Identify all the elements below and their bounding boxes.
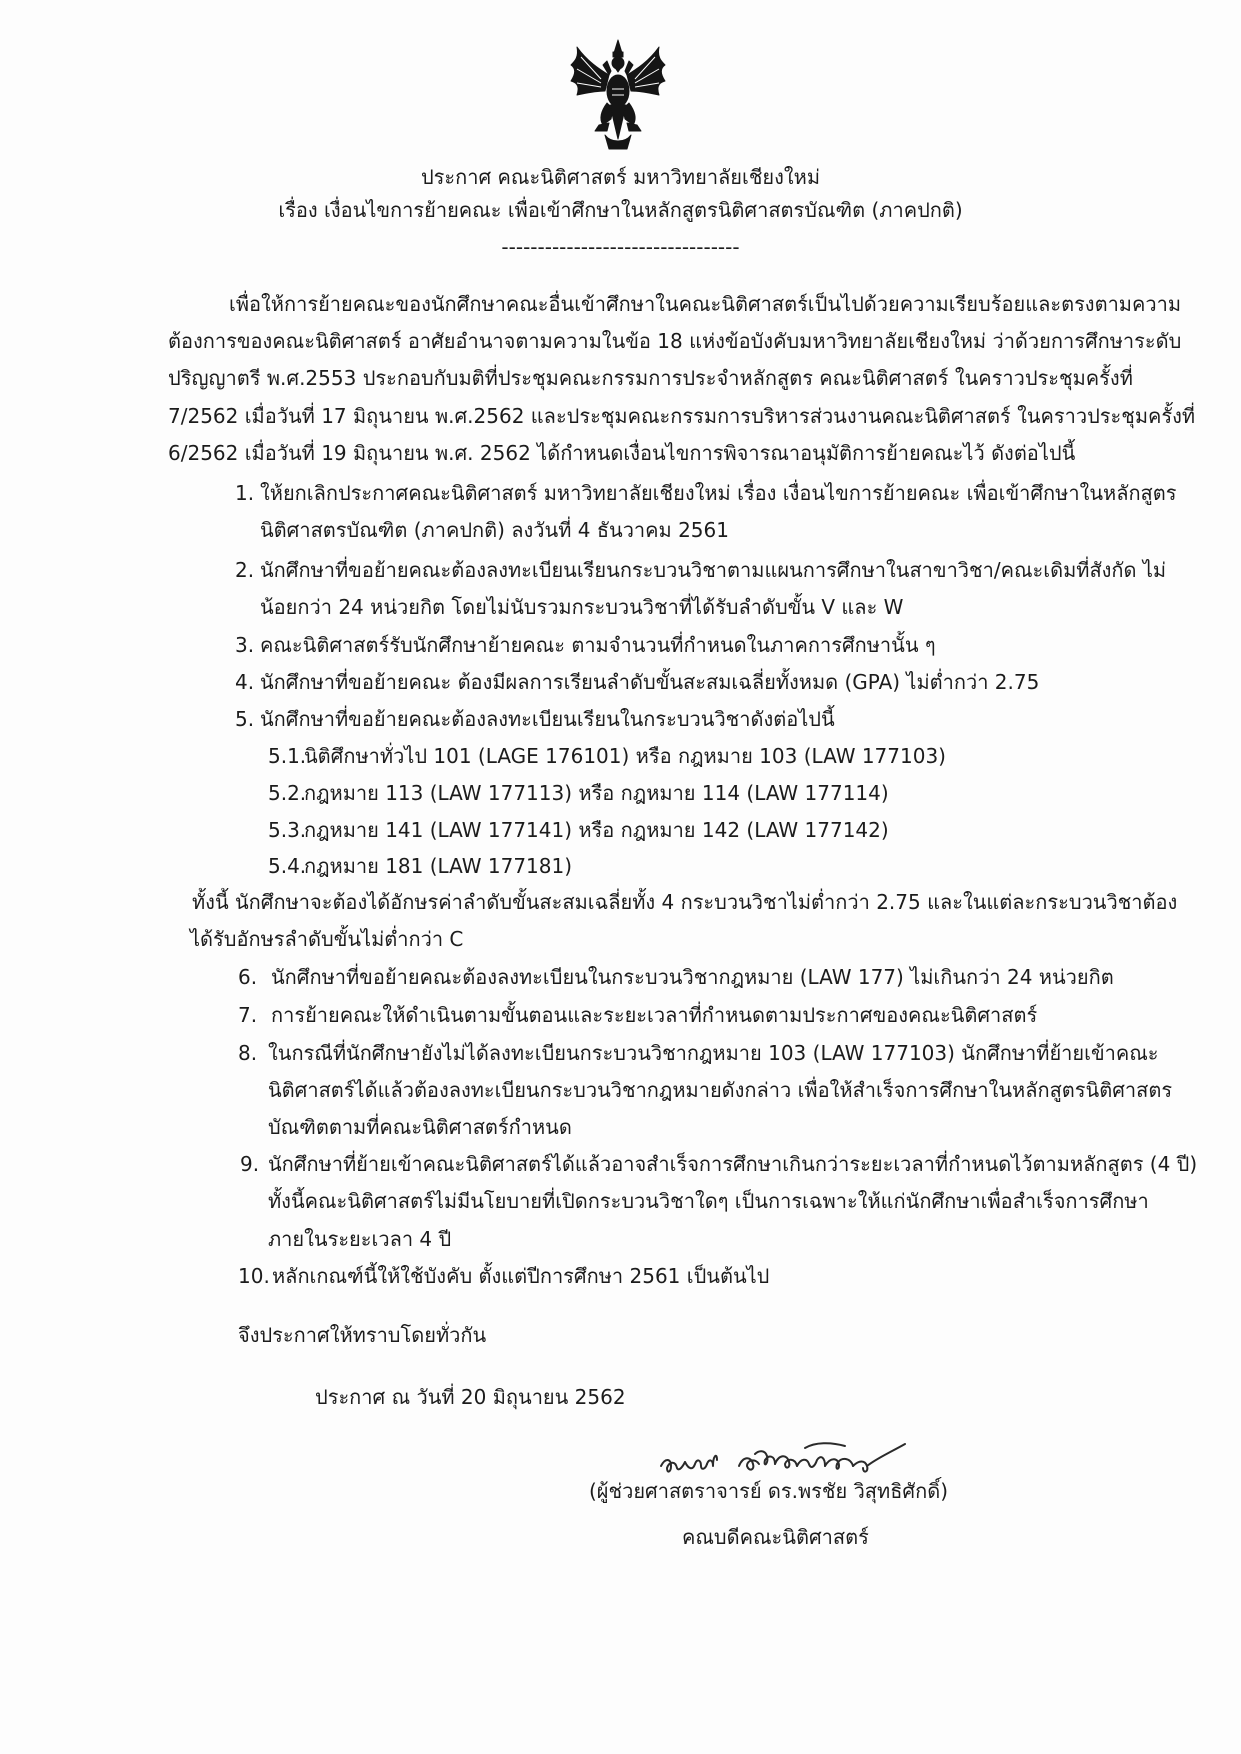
preamble-line: 6/2562 เมื่อวันที่ 19 มิถุนายน พ.ศ. 2562 ได้กำหนดเงื่อนไขการพิจารณาอนุมัติการย้ายคณะไว้ ดังต่อไปนี้ [168, 441, 1076, 465]
preamble-line: เพื่อให้การย้ายคณะของนักศึกษาคณะอื่นเข้าศึกษาในคณะนิติศาสตร์เป็นไปด้วยความเรียบร้อยและตรงตามความ [229, 292, 1182, 316]
item-text: ให้ยกเลิกประกาศคณะนิติศาสตร์ มหาวิทยาลัยเชียงใหม่ เรื่อง เงื่อนไขการย้ายคณะ เพื่อเข้าศึกษาในหลักสูตร [260, 481, 1177, 505]
note-line: ทั้งนี้ นักศึกษาจะต้องได้อักษรค่าลำดับขั้นสะสมเฉลี่ยทั้ง 4 กระบวนวิชาไม่ต่ำกว่า 2.75 และในแต่ละกระบวนวิชาต้อง [192, 890, 1178, 914]
item-text: นักศึกษาที่ขอย้ายคณะ ต้องมีผลการเรียนลำดับขั้นสะสมเฉลี่ยทั้งหมด (GPA) ไม่ต่ำกว่า 2.75 [260, 670, 1040, 694]
closing-statement: จึงประกาศให้ทราบโดยทั่วกัน [238, 1323, 487, 1347]
item-number: 5. [235, 707, 255, 731]
item-text: ภายในระยะเวลา 4 ปี [268, 1227, 452, 1251]
garuda-emblem [565, 39, 671, 151]
item-text: น้อยกว่า 24 หน่วยกิต โดยไม่นับรวมกระบวนวิชาที่ได้รับลำดับขั้น V และ W [260, 595, 904, 619]
sub-item-text: กฎหมาย 113 (LAW 177113) หรือ กฎหมาย 114 (LAW 177114) [304, 781, 889, 805]
item-text: บัณฑิตตามที่คณะนิติศาสตร์กำหนด [268, 1115, 572, 1139]
sub-item-text: นิติศึกษาทั่วไป 101 (LAGE 176101) หรือ กฎหมาย 103 (LAW 177103) [304, 744, 946, 768]
item-text: นิติศาสตรบัณฑิต (ภาคปกติ) ลงวันที่ 4 ธันวาคม 2561 [260, 518, 729, 542]
item-number: 1. [235, 481, 255, 505]
sub-item-number: 5.4. [268, 854, 307, 878]
item-number: 3. [235, 633, 255, 657]
sub-item-number: 5.3. [268, 818, 307, 842]
item-text: นักศึกษาที่ขอย้ายคณะต้องลงทะเบียนเรียนกระบวนวิชาตามแผนการศึกษาในสาขาวิชา/คณะเดิมที่สังกัด ไม่ [260, 558, 1167, 582]
item-text: ทั้งนี้คณะนิติศาสตร์ไม่มีนโยบายที่เปิดกระบวนวิชาใดๆ เป็นการเฉพาะให้แก่นักศึกษาเพื่อสำเร็จการศึกษา [268, 1189, 1149, 1213]
item-number: 6. [238, 965, 258, 989]
item-text: นิติศาสตร์ได้แล้วต้องลงทะเบียนกระบวนวิชากฎหมายดังกล่าว เพื่อให้สำเร็จการศึกษาในหลักสูตรนิติศาสตร [268, 1078, 1173, 1102]
signer-position: คณบดีคณะนิติศาสตร์ [682, 1525, 869, 1549]
sub-item-text: กฎหมาย 141 (LAW 177141) หรือ กฎหมาย 142 (LAW 177142) [304, 818, 889, 842]
announcement-subject: เรื่อง เงื่อนไขการย้ายคณะ เพื่อเข้าศึกษาในหลักสูตรนิติศาสตรบัณฑิต (ภาคปกติ) [278, 198, 963, 222]
sub-item-number: 5.1. [268, 744, 307, 768]
header-divider: --------------------------------- [501, 235, 740, 259]
item-text: การย้ายคณะให้ดำเนินตามขั้นตอนและระยะเวลาที่กำหนดตามประกาศของคณะนิติศาสตร์ [271, 1003, 1038, 1027]
preamble-line: ต้องการของคณะนิติศาสตร์ อาศัยอำนาจตามความในข้อ 18 แห่งข้อบังคับมหาวิทยาลัยเชียงใหม่ ว่าด้วยการศึกษาระดับ [168, 329, 1182, 353]
preamble-line: 7/2562 เมื่อวันที่ 17 มิถุนายน พ.ศ.2562 และประชุมคณะกรรมการบริหารส่วนงานคณะนิติศาสตร์ ในคราวประชุมครั้งที่ [168, 404, 1196, 428]
sub-item-text: กฎหมาย 181 (LAW 177181) [304, 854, 573, 878]
item-number: 2. [235, 558, 255, 582]
item-text: นักศึกษาที่ย้ายเข้าคณะนิติศาสตร์ได้แล้วอาจสำเร็จการศึกษาเกินกว่าระยะเวลาที่กำหนดไว้ตามหลักสูตร (4 ปี) [268, 1152, 1198, 1176]
signer-name: (ผู้ช่วยศาสตราจารย์ ดร.พรชัย วิสุทธิศักดิ์) [589, 1479, 948, 1503]
note-line: ได้รับอักษรลำดับขั้นไม่ต่ำกว่า C [190, 927, 464, 951]
item-number: 10. [238, 1264, 270, 1288]
preamble-line: ปริญญาตรี พ.ศ.2553 ประกอบกับมติที่ประชุมคณะกรรมการประจำหลักสูตร คณะนิติศาสตร์ ในคราวประชุมครั้งที่ [168, 366, 1133, 390]
item-text: ในกรณีที่นักศึกษายังไม่ได้ลงทะเบียนกระบวนวิชากฎหมาย 103 (LAW 177103) นักศึกษาที่ย้ายเข้าคณะ [268, 1041, 1159, 1065]
item-text: นักศึกษาที่ขอย้ายคณะต้องลงทะเบียนเรียนในกระบวนวิชาดังต่อไปนี้ [260, 707, 835, 731]
item-number: 7. [238, 1003, 258, 1027]
announcement-title: ประกาศ คณะนิติศาสตร์ มหาวิทยาลัยเชียงใหม่ [420, 165, 821, 189]
item-text: นักศึกษาที่ขอย้ายคณะต้องลงทะเบียนในกระบวนวิชากฎหมาย (LAW 177) ไม่เกินกว่า 24 หน่วยกิต [271, 965, 1114, 989]
announcement-date: ประกาศ ณ วันที่ 20 มิถุนายน 2562 [315, 1385, 626, 1409]
item-text: คณะนิติศาสตร์รับนักศึกษาย้ายคณะ ตามจำนวนที่กำหนดในภาคการศึกษานั้น ๆ [260, 633, 936, 657]
item-number: 8. [238, 1041, 258, 1065]
item-number: 4. [235, 670, 255, 694]
item-number: 9. [240, 1152, 260, 1176]
sub-item-number: 5.2. [268, 781, 307, 805]
item-text: หลักเกณฑ์นี้ให้ใช้บังคับ ตั้งแต่ปีการศึกษา 2561 เป็นต้นไป [272, 1264, 770, 1288]
